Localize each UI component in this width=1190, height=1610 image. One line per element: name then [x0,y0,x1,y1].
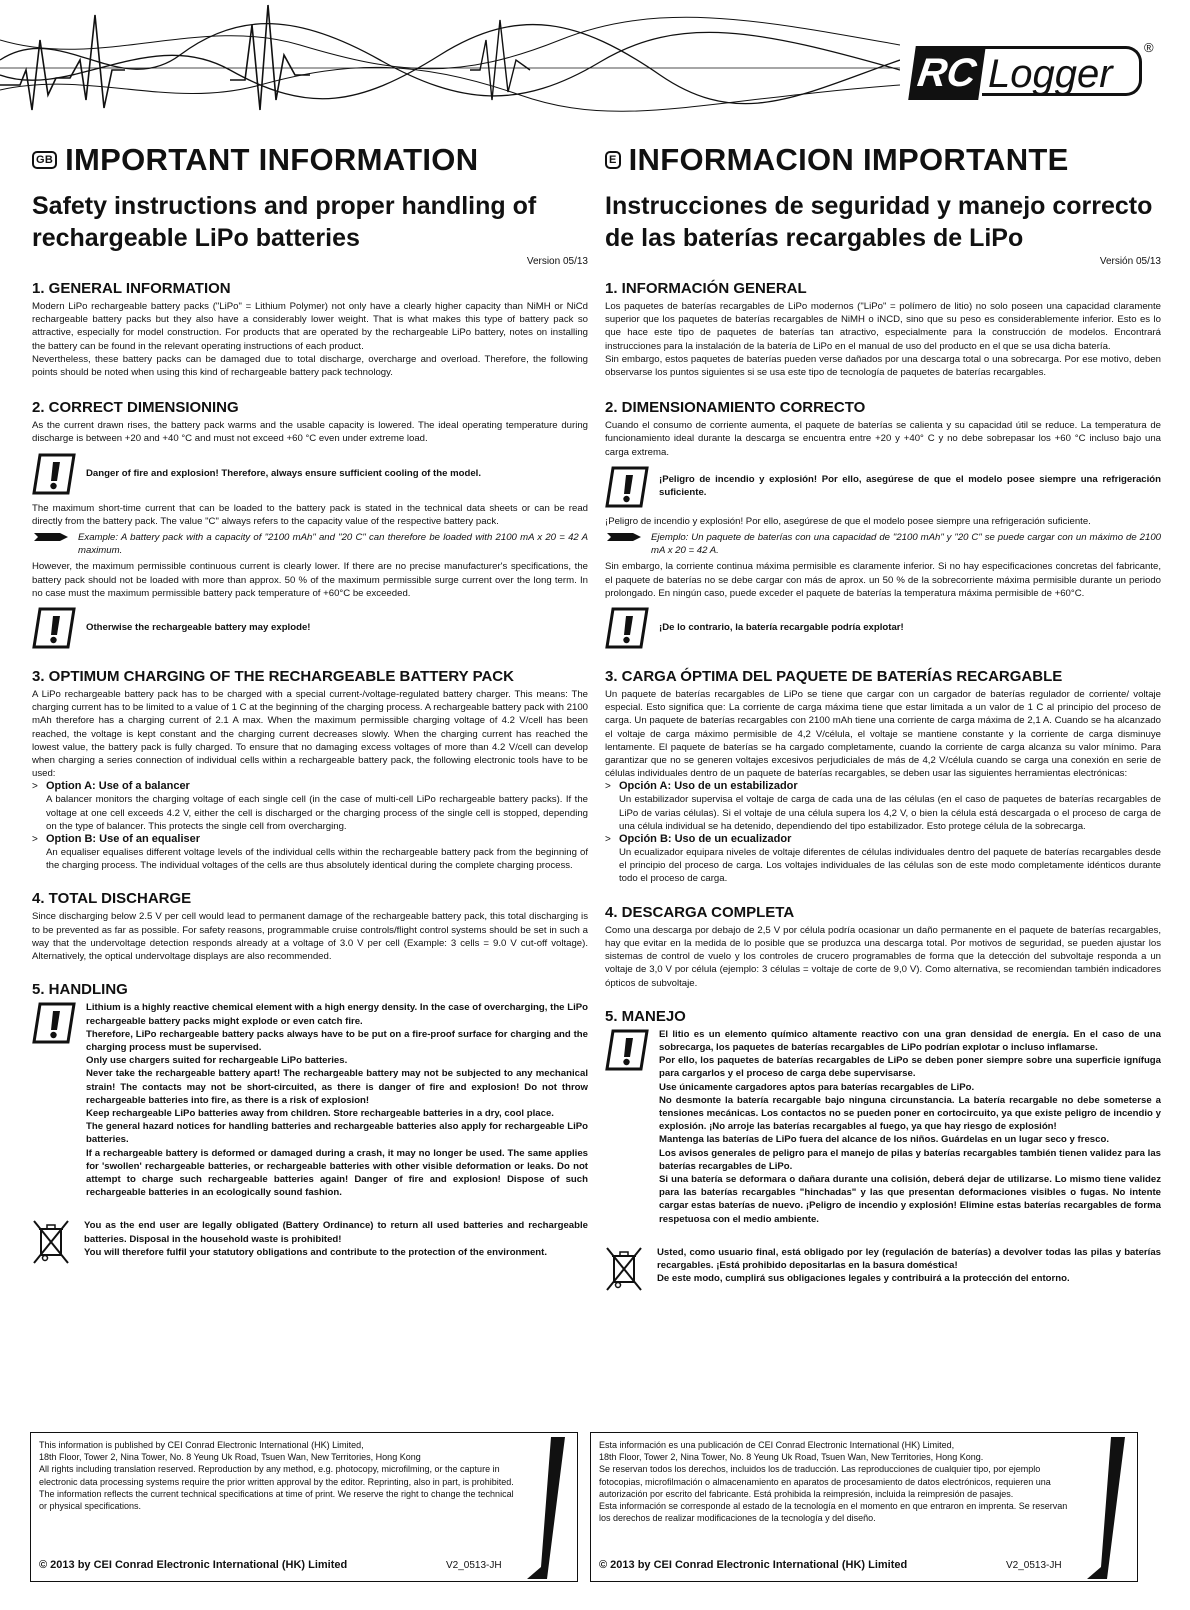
option-title: Opción A: Uso de un estabilizador [619,780,798,793]
warning-box [605,1028,1161,1226]
version-label: Version 05/13 [526,256,588,267]
paragraph: The maximum short-time current that can be loaded to the battery pack is stated in the technical data sheets or can be read directly from the battery pack. The value "C" always refers to the capacity value of the respective battery pack. [32,502,588,527]
slash-graphic [1085,1437,1125,1579]
section-title: 2. CORRECT DIMENSIONING [32,399,239,417]
section-title: 1. GENERAL INFORMATION [32,280,231,297]
paragraph: Los paquetes de baterías recargables de LiPo modernos ("LiPo" = polímero de litio) no solo poseen una capacidad claramente superior que los paquetes de baterías recargables de NiMH o iNCD, sino que su peso es considerablemente inferior. Esto es lo que hace este tipo de paquetes de baterías tan atractivo, especialmente para la construcción de modelos. Encontrará instrucciones para la instalación de la batería de LiPo en el manual de uso del producto en el que se usa dicha batería. [605,301,1161,352]
example-text: Ejemplo: Un paquete de baterías con una capacidad de "2100 mAh" y "20 C" se puede cargar con un máximo de 2100 mA x 20 = 42 A. [651,532,1161,557]
paragraph: As the current drawn rises, the battery pack warms and the usable capacity is lowered. The ideal operating temperature during discharge is between +20 and +40 °C and must not exceed +60 °C even under extreme load. [32,420,588,445]
bullet-marker: > [605,834,611,846]
warning-icon [605,465,649,509]
english-column [32,140,588,1265]
disposal-notice [605,1246,1161,1292]
language-badge: GB [32,151,57,169]
version-code: V2_0513-JH [1006,1560,1062,1571]
disposal-text: You as the end user are legally obligated (Battery Ordinance) to return all used batteries and rechargeable batteries. Disposal in the household waste is prohibited! You will therefore fulfil your statutory obligations and contribute to the protection of the environment. [84,1220,588,1258]
option-title: Option B: Use of an equaliser [46,833,201,846]
section-title: 2. DIMENSIONAMIENTO CORRECTO [605,399,866,417]
paragraph: Nevertheless, these battery packs can be damaged due to total discharge, overcharge and overload. Therefore, the following points should be noted when using this kind of rechargeable battery pack technology. [32,353,588,379]
bullet-marker: > [32,781,38,793]
page-title [605,140,1161,180]
section-title: 3. OPTIMUM CHARGING OF THE RECHARGEABLE BATTERY PACK [32,668,514,686]
warning-text: ¡Peligro de incendio y explosión! Por ello, asegúrese de que el modelo posee siempre una refrigeración suficiente. [659,473,1161,499]
option-item [605,833,1161,886]
warning-text: Otherwise the rechargeable battery may explode! [86,622,311,634]
section-title: 4. TOTAL DISCHARGE [32,890,192,908]
subtitle-line: Instrucciones de seguridad y manejo correcto [605,192,1153,220]
warning-box [32,452,588,496]
crossed-bin-icon [32,1219,70,1265]
example-note [32,531,588,557]
warning-text: Lithium is a highly reactive chemical element with a high energy density. In the case of overcharging, the LiPo rechargeable battery packs might explode or even catch fire. Therefore, LiPo rechargeable battery packs always have to be put on a fire-proof surface for charging and the charging process must be supervised. Only use chargers suited for rechargeable LiPo batteries. Never take the rechargeable battery apart! The rechargeable battery may not be subjected to any mechanical strain! The contacts may not be short-circuited, as there is danger of fire and explosion! Do not throw rechargeable batteries into fire, as there is a risk of explosion! Keep rechargeable LiPo batteries away from children. Store rechargeable batteries in a dry, cool place. The general hazard notices for handling batteries and rechargeable batteries also apply for rechargeable LiPo batteries. If a rechargeable battery is deformed or damaged during a crash, it may no longer be used. The same applies for 'swollen' rechargeable batteries, or rechargeable batteries with other visible deformation or leaks. Do not attempt to charge such rechargeable batteries again! Danger of fire and explosion! Dispose of such rechargeable batteries in an ecologically sound fashion. [86,1002,588,1199]
title-text: IMPORTANT INFORMATION [65,142,479,177]
subtitle-line: Safety instructions and proper handling of [32,192,537,220]
page-header [0,0,1190,125]
section-title: 5. MANEJO [605,1007,686,1025]
subtitle-line: de las baterías recargables de LiPo [605,224,1024,252]
slash-graphic [525,1437,565,1579]
logo-rc-mark: RC [908,46,986,100]
publisher-text: Esta información es una publicación de CEI Conrad Electronic International (HK) Limited, 18th Floor, Tower 2, Nina Tower, No. 8 Yeung Uk Road, Tsuen Wan, New Territories, Hong Kong. Se reservan todos los derechos, incluidos los de traducción. Las reproducciones de cualquier tipo, por ejemplo fotocopias, microfilmación o almacenamiento en aparatos de procesamiento de datos electrónicos, requieren una autorización por escrito del fabricante. Está prohibida la reimpresión, incluida la reimpresión de pasajes. Esta información se corresponde al estado de la tecnología en el momento en que entraron en imprenta. Se reservan los derechos de realizar modificaciones de la tecnología y del diseño. [599,1440,1068,1524]
option-text: A balancer monitors the charging voltage of each single cell (in the case of multi-cell LiPo rechargeable battery packs). If the voltage at one cell exceeds 4.2 V, either the cell is discharged or the charging process of the single cell is stopped, depending on the type of balancer. This protects the single cell from overcharging. [46,794,588,832]
warning-icon [32,606,76,650]
language-badge: E [605,151,621,169]
warning-icon [32,452,76,496]
bullet-marker: > [605,781,611,793]
disposal-notice [32,1219,588,1265]
example-text: Example: A battery pack with a capacity of "2100 mAh" and "20 C" can therefore be loaded with 2100 mA x 20 = 42 A maximum. [78,532,588,557]
section-title: 3. CARGA ÓPTIMA DEL PAQUETE DE BATERÍAS RECARGABLE [605,668,1063,686]
example-note [605,531,1161,557]
paragraph: Cuando el consumo de corriente aumenta, el paquete de baterías se calienta y su capacidad útil se reduce. La temperatura de funcionamiento ideal durante la descarga se encuentra entre +20 y +40° C y no debe sobrepasar los +60 °C incluso bajo una carga extrema. [605,420,1161,458]
warning-text: El litio es un elemento químico altamente reactivo con una gran densidad de energía. En el caso de una sobrecarga, los paquetes de baterías recargables de LiPo podrían explotar o incluso inflamarse. Por ello, los paquetes de baterías recargables de LiPo se deben poner siempre sobre una superficie ignífuga para cargarlos y el proceso de carga debe supervisarse. Use únicamente cargadores aptos para baterías recargables de LiPo. No desmonte la batería recargable bajo ninguna circunstancia. La batería recargable no debe someterse a tensiones mecánicas. Los contactos no se pueden poner en cortocircuito, ya que existe peligro de incendio y explosión. ¡No arroje las baterías recargables al fuego, ya que hay riesgo de explosión! Mantenga las baterías de LiPo fuera del alcance de los niños. Guárdelas en un lugar seco y fresco. Los avisos generales de peligro para el manejo de pilas y baterías recargables también tienen validez para las baterías recargables de LiPo. Si una batería se deformara o dañara durante una colisión, deberá dejar de utilizarse. Lo mismo tiene validez para las baterías recargables "hinchadas" y las que presentan deformaciones visibles o fugas. No intente cargar estas baterías de nuevo. ¡Peligro de incendio y explosión! Elimine estas baterías recargables de forma respetuosa con el medio ambiente. [659,1028,1161,1225]
publisher-footer-en [30,1432,578,1582]
page-title [32,140,588,180]
section-title: 5. HANDLING [32,981,128,999]
option-item [605,780,1161,833]
crossed-bin-icon [605,1246,643,1292]
warning-text: Danger of fire and explosion! Therefore, always ensure sufficient cooling of the model. [86,467,482,479]
logo-wordmark: Logger [982,46,1142,96]
subtitle [605,190,1161,254]
disposal-text: Usted, como usuario final, está obligado por ley (regulación de baterías) a devolver todas las pilas y baterías recargables. ¡Está prohibido depositarlas en la basura doméstica! De este modo, cumplirá sus obligaciones legales y contribuirá a la protección del entorno. [657,1246,1161,1285]
section-title: 1. INFORMACIÓN GENERAL [605,280,807,297]
option-item [32,833,588,872]
warning-icon [605,606,649,650]
publisher-footer-es [590,1432,1138,1582]
paragraph: Since discharging below 2.5 V per cell would lead to permanent damage of the rechargeable battery pack, this total discharging is to be prevented as far as possible. For safety reasons, programmable cruise controls/flight control systems should be set in such a way that the undervoltage detection responds already at a voltage of 3.0 V per cell (Example: 3 cells = 9.0 V cut-off voltage). Alternatively, the optical undervoltage displays are also recommended. [32,911,588,963]
subtitle [32,190,588,254]
version-label: Versión 05/13 [1099,256,1161,267]
copyright: © 2013 by CEI Conrad Electronic International (HK) Limited [599,1559,908,1571]
subtitle-line: rechargeable LiPo batteries [32,224,360,252]
warning-box [605,465,1161,509]
paragraph: Un paquete de baterías recargables de LiPo se tiene que cargar con un cargador de baterías regulador de corriente/ voltaje especial. Esto significa que: La corriente de carga máxima tiene que estar limitada a un valor de 1 C al principio del proceso de carga. Un paquete de baterías recargables con 2100 mAh tiene una corriente de carga máxima de 2,1 A. Cuando se ha alcanzado el voltaje de carga máximo permisible de 4,2 V/célula, el voltaje se mantiene constante y la corriente de carga disminuye lentamente. El paquete de baterías se ha cargado completamente, cuando la corriente de carga alcanza su valor mínimo. Para garantizar que no se generen voltajes excesivos perjudiciales de más de 4,2 V/célula cuando se carga una conexión en serie de células individuales dentro de un paquete de baterías recargables, se deben usar las siguientes herramientas electrónicas: [605,689,1161,780]
spanish-column [605,140,1161,1292]
warning-icon [605,1028,649,1072]
paragraph: Sin embargo, la corriente continua máxima permisible es claramente inferior. Si no hay especificaciones concretas del fabricante, el paquete de baterías no se debe cargar con más de aprox. un 50 % de la sobrecorriente máxima permisible durante un periodo prolongado. En ningún caso, puede exceder el paquete de baterías la temperatura máxima permisible de +60°C. [605,561,1161,599]
waveform-graphic [0,0,900,125]
paragraph: Sin embargo, estos paquetes de baterías pueden verse dañados por una descarga total o una sobrecarga. Por ese motivo, deben observarse los puntos siguientes si se usa este tipo de tecnología de paquetes de baterías recargables. [605,353,1161,379]
paragraph: Como una descarga por debajo de 2,5 V por célula podría ocasionar un daño permanente en el paquete de baterías recargables, hay que evitar en la medida de lo posible que se produzca una descarga total. Por motivos de seguridad, se pueden ajustar los sistemas de control de vuelo y los controles de crucero programables de forma que la detección del subvoltaje responda a un voltaje de 3,0 V por célula (ejemplo: 3 células = voltaje de corte de 9,0 V). Como alternativa, se recomiendan también indicadores ópticos de subvoltaje. [605,924,1161,989]
option-text: An equaliser equalises different voltage levels of the individual cells within the rechargeable battery pack from the beginning of the charging process. The individual voltages of the cells are thus absolutely identical during the complete charging process. [46,847,588,872]
paragraph: Modern LiPo rechargeable battery packs ("LiPo" = Lithium Polymer) not only have a clearly higher capacity than NiMH or NiCd rechargeable battery packs but they also have a considerably lower weight. That is what makes this type of battery pack so attractive, especially for model construction. For products that are operated by the rechargeable LiPo battery, notes on installing the battery can be found in the relevant operating instructions of each product. [32,301,588,352]
copyright: © 2013 by CEI Conrad Electronic International (HK) Limited [39,1559,348,1571]
warning-box [32,606,588,650]
option-text: Un ecualizador equipara niveles de voltaje diferentes de células individuales dentro del paquete de baterías recargables desde el principio del proceso de carga. Los voltajes individuales de las células son de este modo completamente idénticos durante todo el proceso de carga. [619,847,1161,885]
version-code: V2_0513-JH [446,1560,502,1571]
bullet-marker: > [32,834,38,846]
option-text: Un estabilizador supervisa el voltaje de carga de cada una de las células (en el caso de paquetes de baterías recargables de LiPo de varias células). Si el voltaje de una célula supera los 4,2 V, o bien la célula está descargada o el proceso de carga de una célula individual se ha detenido, dependiendo del tipo estabilizador. Esto protege célula de la sobrecarga. [619,794,1161,832]
option-item [32,780,588,833]
registered-mark: ® [1144,40,1154,55]
paragraph: A LiPo rechargeable battery pack has to be charged with a special current-/voltage-regulated battery charger. This means: The charging current has to be limited to a value of 1 C at the beginning of the charging process. A rechargeable battery pack with 2100 mAh therefore has a charging current of 2.1 A max. When the maximum permissible charging voltage of 4.2 V/cell has been reached, the voltage is kept constant and the charging current decreases slowly. When the charging current has reached the lowest value, the battery pack is fully charged. To ensure that no damaging excess voltages of more than 4.2 V/cell can develop when charging a series connection of individual cells within a rechargeable battery pack, the following electronic tools have to be used: [32,689,588,780]
section-title: 4. DESCARGA COMPLETA [605,903,795,921]
paragraph: ¡Peligro de incendio y explosión! Por ello, asegúrese de que el modelo posee siempre una refrigeración suficiente. [605,515,1091,527]
arrow-icon [34,533,68,541]
warning-text: ¡De lo contrario, la batería recargable podría explotar! [659,622,904,634]
publisher-text: This information is published by CEI Conrad Electronic International (HK) Limited, 18th Floor, Tower 2, Nina Tower, No. 8 Yeung Uk Road, Tsuen Wan, New Territories, Hong Kong All rights including translation reserved. Reproduction by any method, e.g. photocopy, microfilming, or the capture in electronic data processing systems require the prior written approval by the editor. Reprinting, also in part, is prohibited. The information reflects the current technical specifications at time of print. We reserve the right to change the technical or physical specifications. [39,1440,514,1512]
warning-box [32,1001,588,1199]
title-text: INFORMACION IMPORTANTE [628,142,1069,177]
option-title: Opción B: Uso de un ecualizador [619,833,792,846]
warning-box [605,606,1161,650]
warning-icon [32,1001,76,1045]
arrow-icon [607,533,641,541]
rclogger-logo [912,40,1154,100]
option-title: Option A: Use of a balancer [46,780,190,793]
paragraph: However, the maximum permissible continuous current is clearly lower. If there are no precise manufacturer's specifications, the battery pack should not be loaded with more than approx. 50 % of the maximum permissible surge current over the long term. In no case must the maximum permissible battery pack temperature of +60°C be exceeded. [32,561,588,599]
